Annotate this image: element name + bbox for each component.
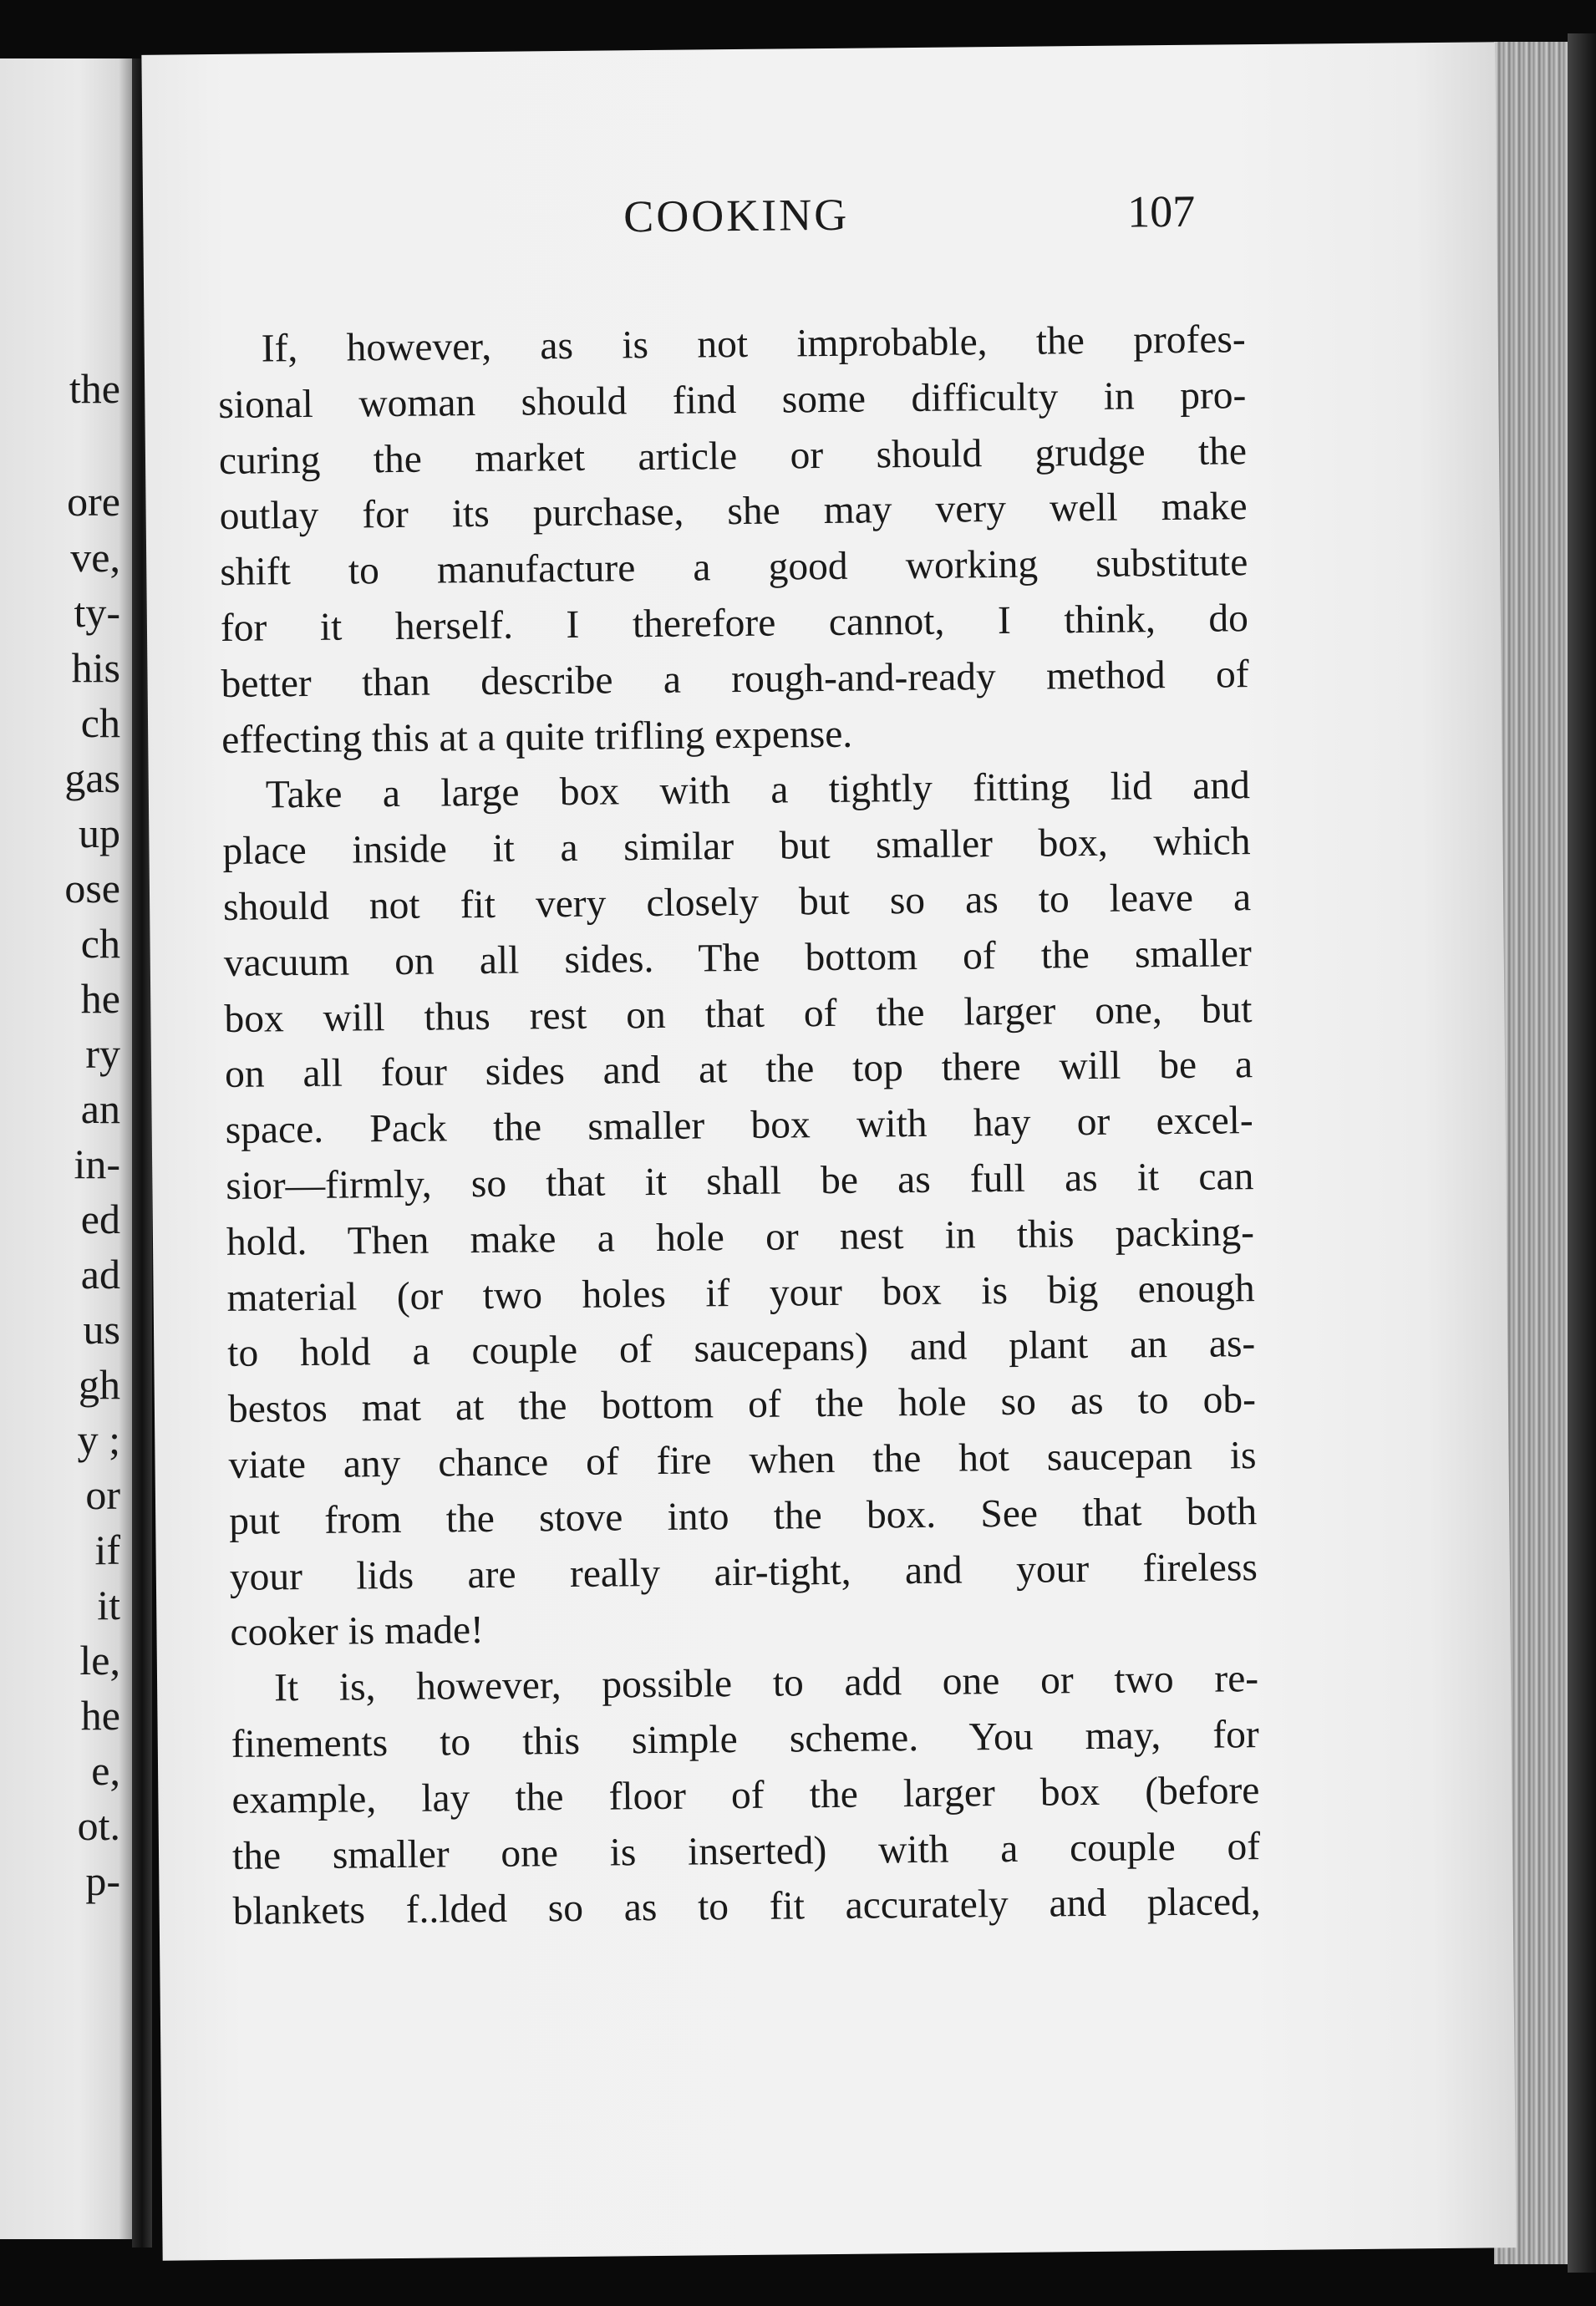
- facing-page-fragment: ed: [80, 1196, 120, 1242]
- facing-page-fragment: le,: [79, 1637, 120, 1684]
- text-line: your lids are really air-tight, and your fireless: [229, 1545, 1258, 1599]
- text-line: vacuum on all sides. The bottom of the smaller: [223, 931, 1252, 985]
- facing-page-fragment: up: [79, 810, 120, 856]
- facing-page-fragment: us: [83, 1306, 120, 1353]
- text-line: sional woman should find some difficulty in pro-: [218, 373, 1247, 427]
- facing-page-fragment: an: [80, 1085, 120, 1132]
- facing-page-fragment: ore: [67, 478, 120, 525]
- facing-page-fragment: e,: [91, 1747, 120, 1794]
- facing-page-fragment: ot.: [77, 1802, 120, 1849]
- text-line: place inside it a similar but smaller box, which: [222, 820, 1251, 874]
- facing-page-fragment: gh: [79, 1361, 120, 1408]
- text-line: better than describe a rough-and-ready method of: [221, 652, 1249, 706]
- running-title: COOKING: [623, 189, 850, 242]
- facing-page-fragment: ty-: [74, 589, 120, 636]
- text-line: finements to this simple scheme. You may, for: [231, 1713, 1259, 1766]
- facing-page-fragment: gas: [64, 754, 120, 801]
- facing-page: [0, 58, 132, 2239]
- text-line: curing the market article or should grudge the: [218, 429, 1248, 483]
- facing-page-fragment: he: [80, 975, 120, 1022]
- text-line: shift to manufacture a good working substitute: [220, 541, 1248, 595]
- text-line: sior—firmly, so that it shall be as full as it can: [226, 1155, 1254, 1208]
- facing-page-fragment: or: [85, 1471, 120, 1518]
- text-line: It is, however, possible to add one or two re-: [273, 1657, 1259, 1710]
- facing-page-fragment: ry: [85, 1030, 120, 1077]
- facing-page-fragment: ad: [80, 1251, 120, 1298]
- text-line: hold. Then make a hole or nest in this packing-: [226, 1210, 1255, 1264]
- text-line: bestos mat at the bottom of the hole so as to ob-: [227, 1378, 1257, 1432]
- text-line: If, however, as is not improbable, the profes-: [261, 317, 1246, 371]
- facing-page-fragment: y ;: [77, 1416, 120, 1463]
- page-header: [143, 182, 1497, 262]
- text-line: should not fit very closely but so as to leave a: [222, 876, 1252, 929]
- facing-page-fragment: ve,: [70, 534, 120, 581]
- facing-page-fragment: in-: [74, 1140, 120, 1187]
- text-line: box will thus rest on that of the larger one, but: [224, 987, 1253, 1041]
- book-page: [141, 42, 1516, 2260]
- facing-page-fragment: he: [80, 1692, 120, 1739]
- facing-page-fragment: it: [97, 1582, 120, 1628]
- facing-page-fragment: ose: [64, 865, 120, 912]
- text-line: Take a large box with a tightly fitting lid and: [265, 764, 1251, 817]
- edge-shadow: [1568, 33, 1596, 2273]
- facing-page-fragment: the: [69, 365, 120, 412]
- facing-page-fragment: ch: [80, 920, 120, 967]
- facing-page-fragment: p-: [85, 1857, 120, 1904]
- text-line: cooker is made!: [230, 1608, 485, 1655]
- text-line: effecting this at a quite trifling expense.: [221, 712, 853, 762]
- page-number: 107: [1126, 185, 1196, 237]
- text-line: example, lay the floor of the larger box (before: [231, 1768, 1260, 1822]
- text-line: the smaller one is inserted) with a couple of: [231, 1824, 1261, 1878]
- text-line: for it herself. I therefore cannot, I think, do: [220, 597, 1249, 650]
- facing-page-fragment: if: [94, 1526, 120, 1573]
- text-line: material (or two holes if your box is big enough: [226, 1266, 1255, 1320]
- facing-page-fragment: his: [71, 644, 120, 691]
- text-line: blankets f..lded so as to fit accurately and placed,: [232, 1880, 1261, 1934]
- facing-page-fragment: ch: [80, 699, 120, 746]
- body-text: [217, 312, 1261, 1940]
- text-line: space. Pack the smaller box with hay or excel-: [225, 1099, 1253, 1153]
- text-line: on all four sides and at the top there will be a: [224, 1043, 1253, 1097]
- text-line: to hold a couple of saucepans) and plant an as-: [227, 1322, 1256, 1376]
- text-line: put from the stove into the box. See that both: [228, 1489, 1258, 1543]
- text-line: viate any chance of fire when the hot saucepan is: [228, 1434, 1257, 1487]
- text-line: outlay for its purchase, she may very well make: [219, 485, 1248, 539]
